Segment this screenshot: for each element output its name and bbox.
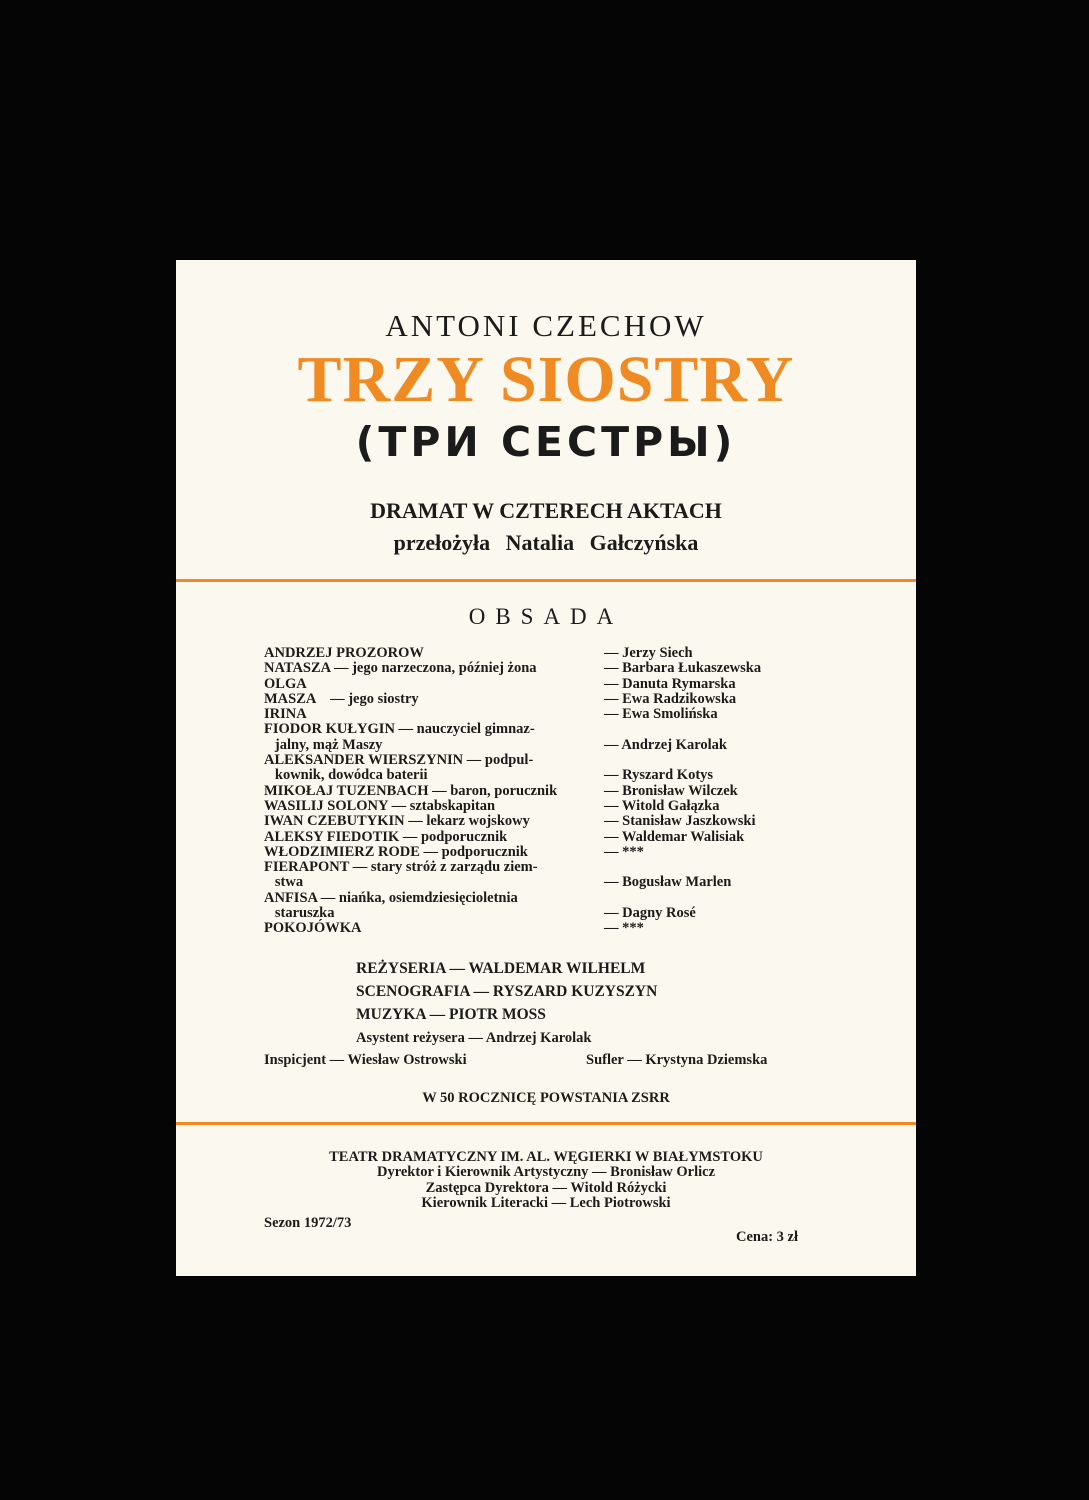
scenography-credit: SCENOGRAFIA — RYSZARD KUZYSZYN <box>356 983 658 1000</box>
cast-role: ANDRZEJ PROZOROW <box>264 645 424 661</box>
cast-row <box>264 722 824 737</box>
play-title: TRZY SIOSTRY <box>297 343 795 416</box>
cast-role: staruszka <box>264 905 335 922</box>
cast-role: OLGA <box>264 675 307 692</box>
cast-row <box>264 875 824 890</box>
cast-role: IRINA <box>264 706 307 723</box>
cast-role: NATASZA — jego narzeczona, później żona <box>264 660 537 677</box>
cast-actor: — Danuta Rymarska <box>604 675 736 692</box>
prompter-credit: Sufler — Krystyna Dziemska <box>586 1052 768 1068</box>
cast-actor: — Ryszard Kotys <box>604 767 714 784</box>
cast-row <box>264 692 824 707</box>
cast-row <box>264 677 824 692</box>
season: Sezon 1972/73 <box>264 1215 352 1231</box>
cast-actor: — Bogusław Marlen <box>604 874 732 891</box>
stage-manager-credit: Inspicjent — Wiesław Ostrowski <box>264 1052 467 1068</box>
divider-bottom <box>176 1122 916 1125</box>
assistant-credit: Asystent reżysera — Andrzej Karolak <box>356 1030 592 1046</box>
russian-title: (ТРИ СЕСТРЫ) <box>355 418 737 466</box>
cast-role: MASZA — jego siostry <box>264 690 419 707</box>
cast-actor: — Dagny Rosé <box>604 905 696 922</box>
cast-row <box>264 707 824 722</box>
cast-role: ALEKSY FIEDOTIK — podporucznik <box>264 828 508 845</box>
cast-actor: — Barbara Łukaszewska <box>604 660 762 677</box>
cast-role: ANFISA — niańka, osiemdziesięcioletnia <box>264 889 518 906</box>
cast-row <box>264 768 824 783</box>
cast-role: jalny, mąż Maszy <box>264 736 383 753</box>
cast-row <box>264 661 824 676</box>
theatre-info <box>176 1150 916 1211</box>
direction-credit: REŻYSERIA — WALDEMAR WILHELM <box>356 960 646 977</box>
cast-role: MIKOŁAJ TUZENBACH — baron, porucznik <box>264 782 558 799</box>
cast-role: ALEKSANDER WIERSZYNIN — podpul- <box>264 752 534 769</box>
cast-actor: — Ewa Radzikowska <box>604 690 737 707</box>
translator: przełożyła Natalia Gałczyńska <box>393 530 699 555</box>
theatre-name: TEATR DRAMATYCZNY IM. AL. WĘGIERKI W BIAŁYMSTOKU <box>329 1149 763 1165</box>
cast-row <box>264 860 824 875</box>
cast-row <box>264 921 824 936</box>
cast-row <box>264 784 824 799</box>
price: Cena: 3 zł <box>736 1229 799 1245</box>
cast-role: FIERAPONT — stary stróż z zarządu ziem- <box>264 859 538 876</box>
playbill-page <box>176 260 916 1276</box>
cast-actor: — Bronisław Wilczek <box>604 782 738 799</box>
cast-row <box>264 830 824 845</box>
cast-actor: — Ewa Smolińska <box>604 706 718 723</box>
cast-role: WŁODZIMIERZ RODE — podporucznik <box>264 843 528 860</box>
theatre-literary: Kierownik Literacki — Lech Piotrowski <box>421 1194 671 1211</box>
cast-row <box>264 799 824 814</box>
cast-row <box>264 814 824 829</box>
cast-row <box>264 753 824 768</box>
cast-role: POKOJÓWKA <box>264 920 362 937</box>
cast-row <box>264 738 824 753</box>
cast-actor: — Witold Gałązka <box>604 797 720 814</box>
cast-actor: — *** <box>604 843 644 860</box>
theatre-director: Dyrektor i Kierownik Artystyczny — Bronisław Orlicz <box>376 1164 716 1181</box>
cast-role: kownik, dowódca baterii <box>264 767 428 784</box>
anniversary-note: W 50 ROCZNICĘ POWSTANIA ZSRR <box>422 1090 670 1106</box>
cast-role: IWAN CZEBUTYKIN — lekarz wojskowy <box>264 813 530 830</box>
author: ANTONI CZECHOW <box>385 308 707 343</box>
cast-list <box>264 646 824 937</box>
divider-top <box>176 579 916 582</box>
theatre-deputy: Zastępca Dyrektora — Witold Różycki <box>425 1179 667 1196</box>
subtitle: DRAMAT W CZTERECH AKTACH <box>370 498 722 523</box>
music-credit: MUZYKA — PIOTR MOSS <box>356 1006 546 1023</box>
cast-row <box>264 845 824 860</box>
cast-role: stwa <box>264 874 304 891</box>
cast-actor: — Stanisław Jaszkowski <box>604 813 756 830</box>
cast-role: FIODOR KUŁYGIN — nauczyciel gimnaz- <box>264 721 535 738</box>
cast-actor: — Waldemar Walisiak <box>604 828 745 845</box>
cast-row <box>264 646 824 661</box>
cast-actor: — Andrzej Karolak <box>604 736 727 753</box>
cast-role: WASILIJ SOLONY — sztabskapitan <box>264 797 496 814</box>
cast-actor: — Jerzy Siech <box>604 645 693 661</box>
cast-actor: — *** <box>604 920 644 937</box>
cast-row <box>264 891 824 906</box>
cast-heading: OBSADA <box>468 604 624 629</box>
